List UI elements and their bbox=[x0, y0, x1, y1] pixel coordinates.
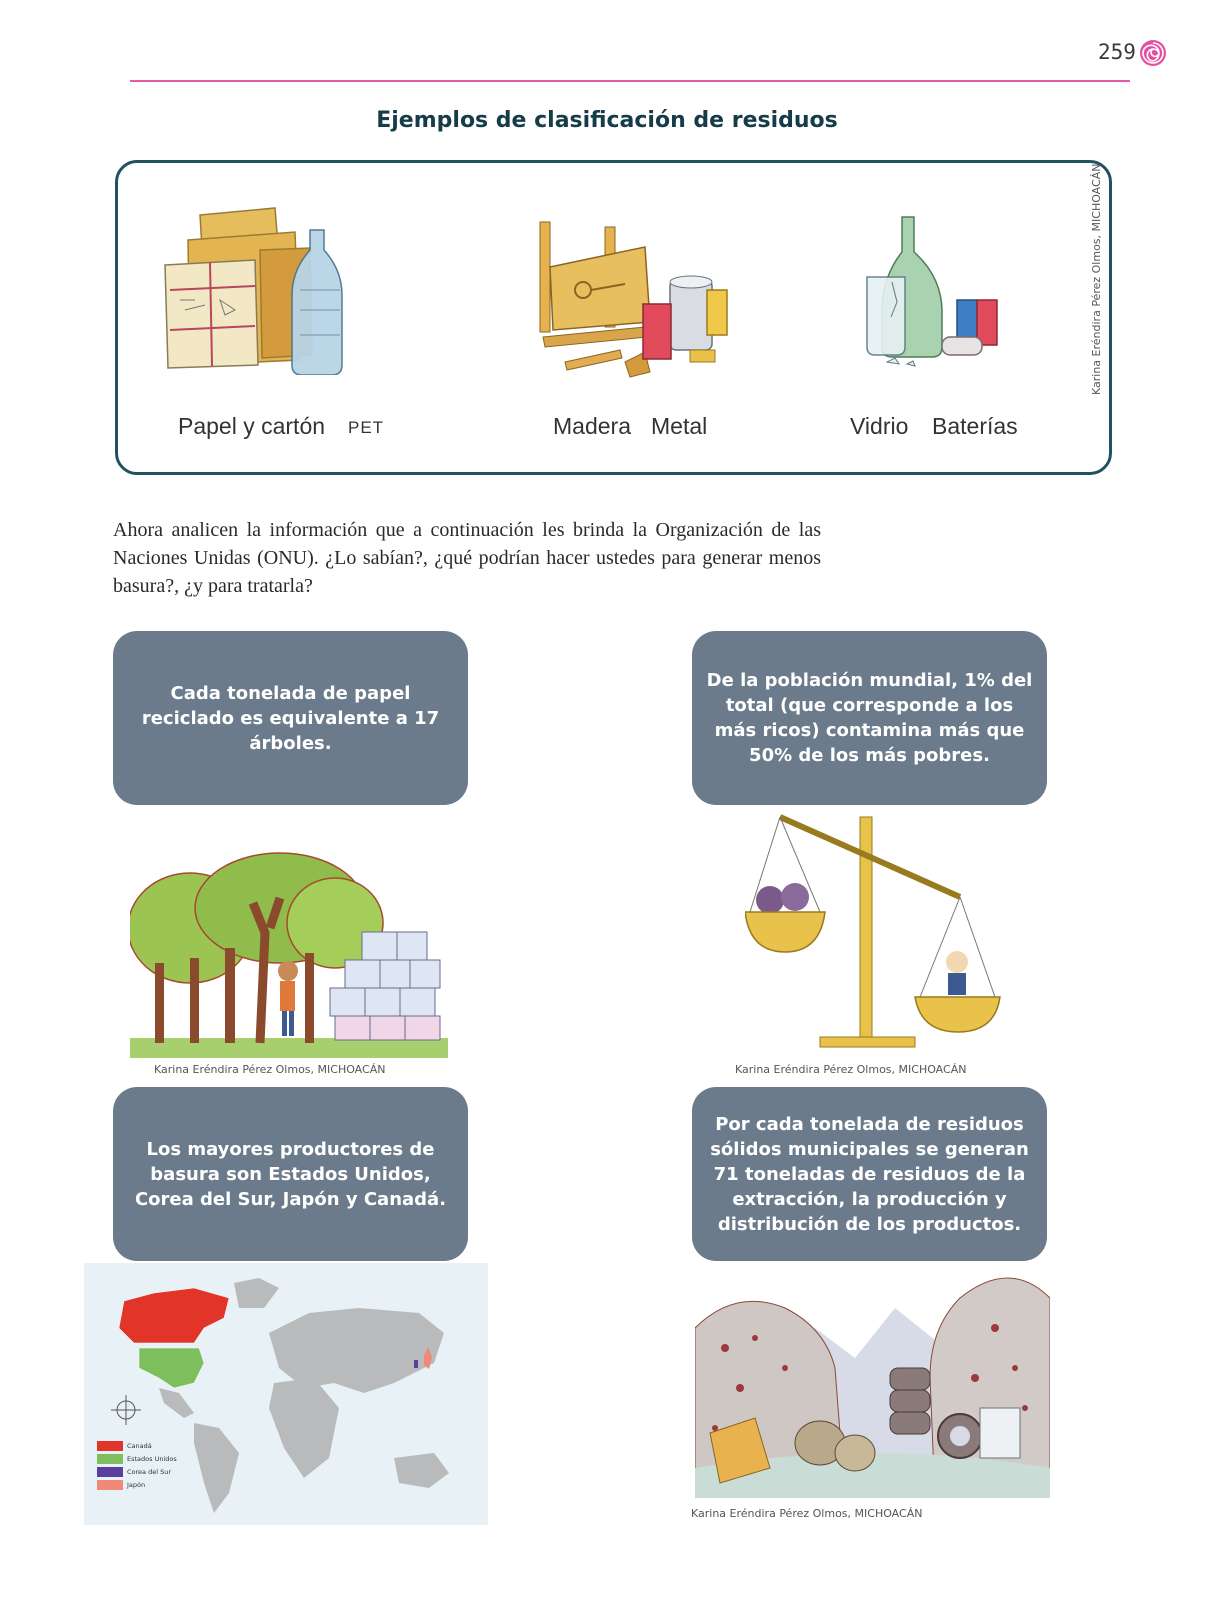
intro-paragraph: Ahora analicen la información que a continuación les brinda la Organización de las Naciones Unidas (ONU). ¿Lo sabían?, ¿qué podrían hacer ustedes para generar menos basura?, ¿y para tratarla? bbox=[113, 519, 821, 597]
legend-label-korea: Corea del Sur bbox=[127, 1468, 172, 1476]
credit-scale: Karina Eréndira Pérez Olmos, MICHOACÁN bbox=[735, 1063, 967, 1076]
paper-cardboard-pet-illustration bbox=[160, 200, 355, 375]
category-wood-label: Madera bbox=[553, 413, 631, 439]
legend-label-japan: Japón bbox=[127, 1481, 146, 1489]
fact-producers: Los mayores productores de basura son Estados Unidos, Corea del Sur, Japón y Canadá. bbox=[113, 1087, 468, 1261]
credit-vertical: Karina Eréndira Pérez Olmos, MICHOACÁN bbox=[1090, 163, 1103, 395]
wood-metal-illustration bbox=[535, 212, 735, 382]
category-pet-label: PET bbox=[348, 418, 385, 437]
fact-paper-trees: Cada tonelada de papel reciclado es equivalente a 17 árboles. bbox=[113, 631, 468, 805]
credit-trees: Karina Eréndira Pérez Olmos, MICHOACÁN bbox=[154, 1063, 386, 1076]
legend-swatch-usa bbox=[97, 1454, 123, 1464]
legend-swatch-canada bbox=[97, 1441, 123, 1451]
landfill-illustration bbox=[695, 1268, 1050, 1498]
header-rule bbox=[130, 80, 1130, 82]
category-batteries-label: Baterías bbox=[932, 413, 1018, 439]
trees-paper-illustration bbox=[130, 848, 448, 1058]
section-title: Ejemplos de clasificación de residuos bbox=[376, 108, 838, 133]
legend-swatch-korea bbox=[97, 1467, 123, 1477]
page-number: 259 bbox=[1098, 40, 1136, 64]
category-glass-label: Vidrio bbox=[850, 413, 909, 439]
legend-label-canada: Canadá bbox=[127, 1442, 152, 1450]
balance-scale-illustration bbox=[745, 812, 1005, 1057]
fact-residues: Por cada tonelada de residuos sólidos municipales se generan 71 toneladas de residuos de la extracción, la producción y distribución de los productos. bbox=[692, 1087, 1047, 1261]
fact-population: De la población mundial, 1% del total (que corresponde a los más ricos) contamina más que 50% de los más pobres. bbox=[692, 631, 1047, 805]
credit-landfill: Karina Eréndira Pérez Olmos, MICHOACÁN bbox=[691, 1507, 923, 1520]
glass-batteries-illustration bbox=[862, 212, 1012, 372]
legend-label-usa: Estados Unidos bbox=[127, 1455, 177, 1463]
category-paper-label: Papel y cartón bbox=[178, 413, 326, 439]
legend-swatch-japan bbox=[97, 1480, 123, 1490]
spiral-logo-icon bbox=[1138, 38, 1168, 68]
category-metal-label: Metal bbox=[651, 413, 708, 439]
